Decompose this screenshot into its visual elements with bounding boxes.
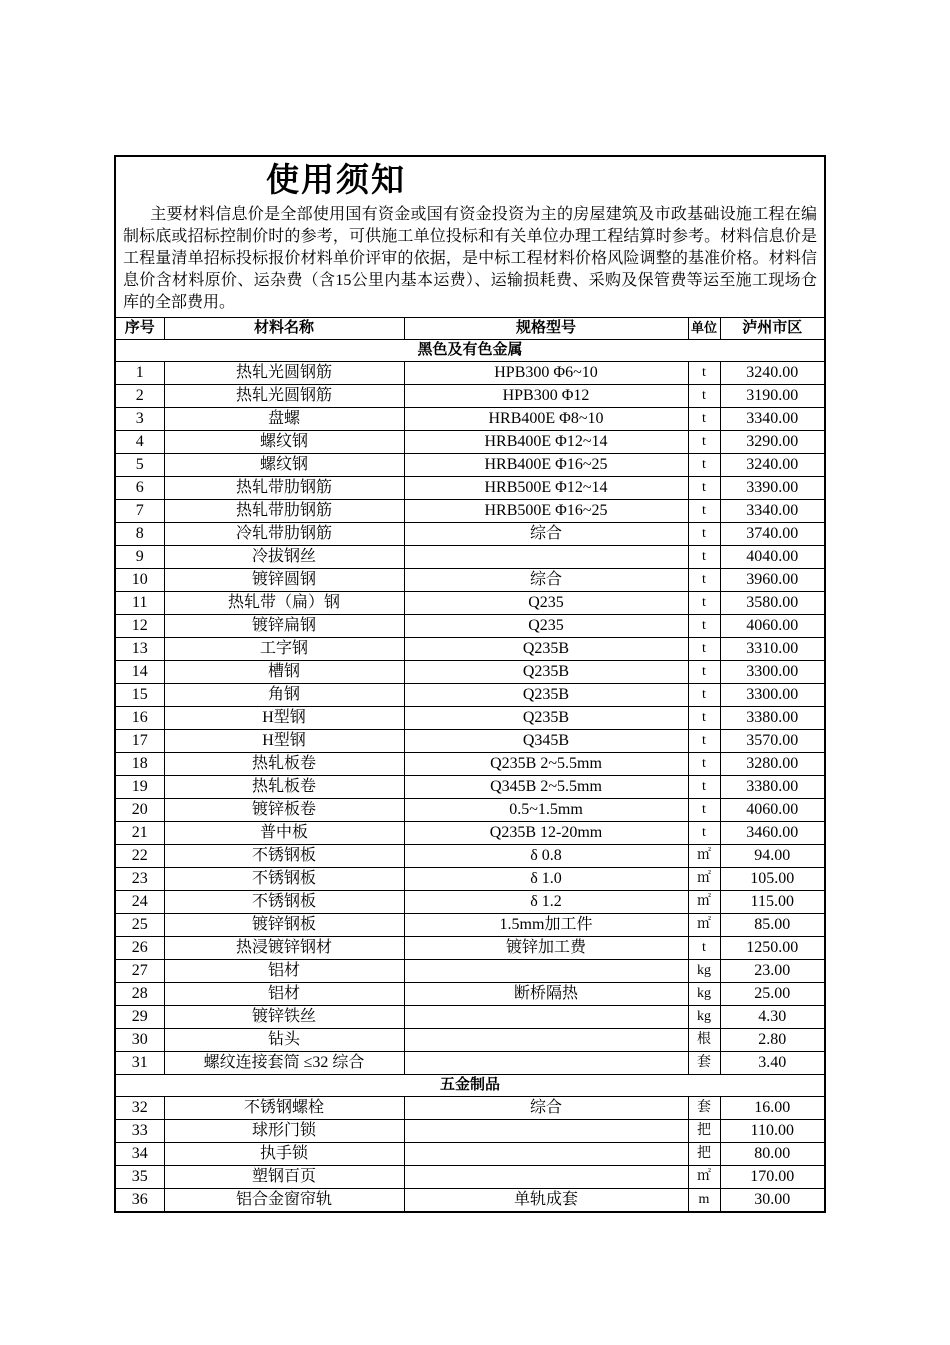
table-row — [115, 845, 825, 868]
cell-no: 7 — [115, 500, 164, 523]
cell-name: 镀锌圆钢 — [164, 569, 404, 592]
column-header-price: 泸州市区 — [720, 318, 825, 340]
table-row — [115, 1006, 825, 1029]
cell-price: 3460.00 — [720, 822, 825, 845]
cell-no: 11 — [115, 592, 164, 615]
cell-spec: δ 1.0 — [404, 868, 688, 891]
cell-unit: kg — [688, 1006, 720, 1029]
cell-unit: t — [688, 822, 720, 845]
cell-price: 80.00 — [720, 1143, 825, 1166]
cell-no: 26 — [115, 937, 164, 960]
cell-unit: kg — [688, 983, 720, 1006]
cell-name: 螺纹钢 — [164, 431, 404, 454]
cell-no: 17 — [115, 730, 164, 753]
cell-unit: t — [688, 638, 720, 661]
cell-name: 热轧板卷 — [164, 753, 404, 776]
cell-unit: ㎡ — [688, 845, 720, 868]
cell-unit: t — [688, 730, 720, 753]
cell-no: 35 — [115, 1166, 164, 1189]
cell-price: 110.00 — [720, 1120, 825, 1143]
cell-spec: Q235B — [404, 638, 688, 661]
cell-price: 4040.00 — [720, 546, 825, 569]
cell-spec: 单轨成套 — [404, 1189, 688, 1213]
cell-spec: δ 0.8 — [404, 845, 688, 868]
cell-price: 85.00 — [720, 914, 825, 937]
cell-spec — [404, 1029, 688, 1052]
cell-price: 16.00 — [720, 1097, 825, 1120]
cell-name: 工字钢 — [164, 638, 404, 661]
cell-no: 1 — [115, 362, 164, 385]
cell-no: 4 — [115, 431, 164, 454]
cell-price: 1250.00 — [720, 937, 825, 960]
cell-name: 热轧光圆钢筋 — [164, 362, 404, 385]
table-row — [115, 822, 825, 845]
cell-name: 镀锌扁钢 — [164, 615, 404, 638]
cell-unit: t — [688, 431, 720, 454]
cell-spec: 1.5mm加工件 — [404, 914, 688, 937]
cell-unit: t — [688, 569, 720, 592]
cell-spec: Q235 — [404, 592, 688, 615]
cell-spec — [404, 1166, 688, 1189]
cell-spec: Q235B — [404, 707, 688, 730]
cell-price: 3240.00 — [720, 454, 825, 477]
cell-name: 铝材 — [164, 983, 404, 1006]
cell-name: 镀锌板卷 — [164, 799, 404, 822]
table-header-row — [115, 318, 825, 340]
cell-unit: ㎡ — [688, 868, 720, 891]
cell-price: 3.40 — [720, 1052, 825, 1075]
cell-unit: t — [688, 753, 720, 776]
cell-unit: 套 — [688, 1097, 720, 1120]
cell-name: 螺纹连接套筒 ≤32 综合 — [164, 1052, 404, 1075]
cell-price: 3340.00 — [720, 500, 825, 523]
cell-price: 4060.00 — [720, 615, 825, 638]
cell-price: 115.00 — [720, 891, 825, 914]
cell-price: 3570.00 — [720, 730, 825, 753]
cell-name: 不锈钢螺栓 — [164, 1097, 404, 1120]
cell-name: 球形门锁 — [164, 1120, 404, 1143]
cell-unit: t — [688, 385, 720, 408]
cell-spec — [404, 1006, 688, 1029]
cell-name: 盘螺 — [164, 408, 404, 431]
cell-no: 25 — [115, 914, 164, 937]
cell-no: 33 — [115, 1120, 164, 1143]
cell-unit: t — [688, 523, 720, 546]
cell-name: 热浸镀锌钢材 — [164, 937, 404, 960]
table-row — [115, 431, 825, 454]
cell-spec: 综合 — [404, 569, 688, 592]
cell-name: 不锈钢板 — [164, 868, 404, 891]
cell-no: 14 — [115, 661, 164, 684]
cell-price: 2.80 — [720, 1029, 825, 1052]
cell-spec: HRB400E Φ16~25 — [404, 454, 688, 477]
cell-price: 3340.00 — [720, 408, 825, 431]
cell-name: 塑钢百页 — [164, 1166, 404, 1189]
table-row — [115, 1029, 825, 1052]
cell-price: 3300.00 — [720, 684, 825, 707]
cell-price: 3240.00 — [720, 362, 825, 385]
table-row — [115, 477, 825, 500]
cell-unit: t — [688, 937, 720, 960]
cell-unit: m — [688, 1189, 720, 1213]
cell-no: 23 — [115, 868, 164, 891]
cell-name: 冷轧带肋钢筋 — [164, 523, 404, 546]
cell-spec — [404, 1120, 688, 1143]
cell-price: 105.00 — [720, 868, 825, 891]
cell-price: 3290.00 — [720, 431, 825, 454]
cell-name: H型钢 — [164, 707, 404, 730]
cell-spec: Q345B — [404, 730, 688, 753]
cell-unit: 把 — [688, 1120, 720, 1143]
cell-price: 3580.00 — [720, 592, 825, 615]
cell-no: 22 — [115, 845, 164, 868]
cell-name: 镀锌铁丝 — [164, 1006, 404, 1029]
cell-unit: t — [688, 500, 720, 523]
cell-spec: 断桥隔热 — [404, 983, 688, 1006]
cell-no: 8 — [115, 523, 164, 546]
cell-name: 镀锌钢板 — [164, 914, 404, 937]
cell-price: 25.00 — [720, 983, 825, 1006]
cell-spec — [404, 960, 688, 983]
cell-unit: 套 — [688, 1052, 720, 1075]
cell-spec: Q235B 2~5.5mm — [404, 753, 688, 776]
table-row — [115, 983, 825, 1006]
cell-price: 170.00 — [720, 1166, 825, 1189]
cell-unit: t — [688, 776, 720, 799]
cell-no: 15 — [115, 684, 164, 707]
cell-no: 3 — [115, 408, 164, 431]
cell-unit: ㎡ — [688, 914, 720, 937]
table-row — [115, 707, 825, 730]
table-row — [115, 1189, 825, 1213]
cell-no: 28 — [115, 983, 164, 1006]
cell-no: 9 — [115, 546, 164, 569]
cell-no: 21 — [115, 822, 164, 845]
cell-price: 3380.00 — [720, 776, 825, 799]
cell-price: 3740.00 — [720, 523, 825, 546]
table-row — [115, 385, 825, 408]
table-row — [115, 454, 825, 477]
cell-no: 27 — [115, 960, 164, 983]
cell-unit: 根 — [688, 1029, 720, 1052]
cell-name: 槽钢 — [164, 661, 404, 684]
column-header-unit: 单位 — [688, 318, 720, 340]
cell-spec: Q235B — [404, 661, 688, 684]
title-row — [115, 156, 825, 318]
table-row — [115, 684, 825, 707]
cell-price: 3300.00 — [720, 661, 825, 684]
cell-name: 冷拔钢丝 — [164, 546, 404, 569]
cell-spec — [404, 546, 688, 569]
table-row — [115, 523, 825, 546]
cell-no: 30 — [115, 1029, 164, 1052]
cell-no: 31 — [115, 1052, 164, 1075]
table-row — [115, 1143, 825, 1166]
cell-name: 热轧带（扁）钢 — [164, 592, 404, 615]
table-row — [115, 500, 825, 523]
cell-price: 3280.00 — [720, 753, 825, 776]
cell-name: 不锈钢板 — [164, 845, 404, 868]
cell-no: 12 — [115, 615, 164, 638]
table-row — [115, 753, 825, 776]
cell-name: 螺纹钢 — [164, 454, 404, 477]
cell-spec: 综合 — [404, 1097, 688, 1120]
table-row — [115, 1097, 825, 1120]
cell-no: 29 — [115, 1006, 164, 1029]
cell-spec — [404, 1052, 688, 1075]
table-row — [115, 776, 825, 799]
cell-spec: 镀锌加工费 — [404, 937, 688, 960]
section-header-row — [115, 340, 825, 362]
cell-name: 角钢 — [164, 684, 404, 707]
cell-unit: 把 — [688, 1143, 720, 1166]
section-header-row — [115, 1075, 825, 1097]
notice-cell — [115, 156, 825, 318]
table-row — [115, 1120, 825, 1143]
cell-name: 执手锁 — [164, 1143, 404, 1166]
cell-spec: 综合 — [404, 523, 688, 546]
column-header-spec: 规格型号 — [404, 318, 688, 340]
cell-unit: t — [688, 546, 720, 569]
page-title: 使用须知 — [266, 163, 406, 199]
cell-spec: Q345B 2~5.5mm — [404, 776, 688, 799]
cell-price: 4060.00 — [720, 799, 825, 822]
table-row — [115, 914, 825, 937]
cell-price: 4.30 — [720, 1006, 825, 1029]
table-row — [115, 569, 825, 592]
cell-unit: t — [688, 799, 720, 822]
cell-no: 2 — [115, 385, 164, 408]
table-body — [115, 340, 825, 1213]
cell-no: 34 — [115, 1143, 164, 1166]
cell-spec: 0.5~1.5mm — [404, 799, 688, 822]
table-row — [115, 546, 825, 569]
table-row — [115, 661, 825, 684]
cell-price: 30.00 — [720, 1189, 825, 1213]
cell-unit: t — [688, 592, 720, 615]
cell-name: 铝材 — [164, 960, 404, 983]
cell-unit: t — [688, 661, 720, 684]
cell-no: 20 — [115, 799, 164, 822]
cell-no: 5 — [115, 454, 164, 477]
cell-name: 热轧带肋钢筋 — [164, 500, 404, 523]
usage-notice-text: 主要材料信息价是全部使用国有资金或国有资金投资为主的房屋建筑及市政基础设施工程在编制标底或招标控制价时的参考，可供施工单位投标和有关单位办理工程结算时参考。材料信息价是工程量清单招标投标报价材料单价评审的依据，是中标工程材料价格风险调整的基准价格。材料信息价含材料原价、运杂费（含15公里内基本运费）、运输损耗费、采购及保管费等运至施工现场仓库的全部费用。 — [123, 206, 818, 311]
cell-unit: ㎡ — [688, 891, 720, 914]
cell-price: 23.00 — [720, 960, 825, 983]
table-row — [115, 937, 825, 960]
cell-price: 3960.00 — [720, 569, 825, 592]
cell-name: 不锈钢板 — [164, 891, 404, 914]
cell-name: H型钢 — [164, 730, 404, 753]
cell-no: 16 — [115, 707, 164, 730]
table-row — [115, 1052, 825, 1075]
cell-unit: t — [688, 707, 720, 730]
table-row — [115, 799, 825, 822]
cell-price: 94.00 — [720, 845, 825, 868]
cell-price: 3390.00 — [720, 477, 825, 500]
cell-spec: Q235B 12-20mm — [404, 822, 688, 845]
cell-spec: HPB300 Φ12 — [404, 385, 688, 408]
cell-unit: t — [688, 454, 720, 477]
cell-spec: HRB500E Φ16~25 — [404, 500, 688, 523]
cell-name: 铝合金窗帘轨 — [164, 1189, 404, 1213]
cell-spec: HRB500E Φ12~14 — [404, 477, 688, 500]
cell-spec — [404, 1143, 688, 1166]
table-row — [115, 960, 825, 983]
cell-unit: t — [688, 684, 720, 707]
table-row — [115, 362, 825, 385]
cell-spec: HRB400E Φ12~14 — [404, 431, 688, 454]
cell-no: 13 — [115, 638, 164, 661]
cell-unit: ㎡ — [688, 1166, 720, 1189]
section-title: 五金制品 — [115, 1075, 825, 1097]
cell-unit: t — [688, 615, 720, 638]
cell-no: 10 — [115, 569, 164, 592]
cell-no: 19 — [115, 776, 164, 799]
material-price-table — [114, 155, 826, 1213]
cell-price: 3310.00 — [720, 638, 825, 661]
column-header-no: 序号 — [115, 318, 164, 340]
table-row — [115, 592, 825, 615]
table-row — [115, 615, 825, 638]
cell-price: 3190.00 — [720, 385, 825, 408]
cell-spec: Q235B — [404, 684, 688, 707]
cell-name: 热轧带肋钢筋 — [164, 477, 404, 500]
table-row — [115, 638, 825, 661]
cell-spec: Q235 — [404, 615, 688, 638]
cell-unit: t — [688, 408, 720, 431]
table-row — [115, 891, 825, 914]
cell-unit: t — [688, 477, 720, 500]
cell-no: 18 — [115, 753, 164, 776]
table-row — [115, 730, 825, 753]
cell-no: 32 — [115, 1097, 164, 1120]
cell-price: 3380.00 — [720, 707, 825, 730]
cell-name: 热轧板卷 — [164, 776, 404, 799]
cell-unit: t — [688, 362, 720, 385]
cell-spec: δ 1.2 — [404, 891, 688, 914]
cell-name: 钻头 — [164, 1029, 404, 1052]
table-row — [115, 1166, 825, 1189]
cell-no: 24 — [115, 891, 164, 914]
table-row — [115, 408, 825, 431]
table-row — [115, 868, 825, 891]
cell-no: 36 — [115, 1189, 164, 1213]
cell-no: 6 — [115, 477, 164, 500]
cell-unit: kg — [688, 960, 720, 983]
cell-name: 普中板 — [164, 822, 404, 845]
section-title: 黑色及有色金属 — [115, 340, 825, 362]
cell-spec: HRB400E Φ8~10 — [404, 408, 688, 431]
cell-spec: HPB300 Φ6~10 — [404, 362, 688, 385]
column-header-name: 材料名称 — [164, 318, 404, 340]
cell-name: 热轧光圆钢筋 — [164, 385, 404, 408]
